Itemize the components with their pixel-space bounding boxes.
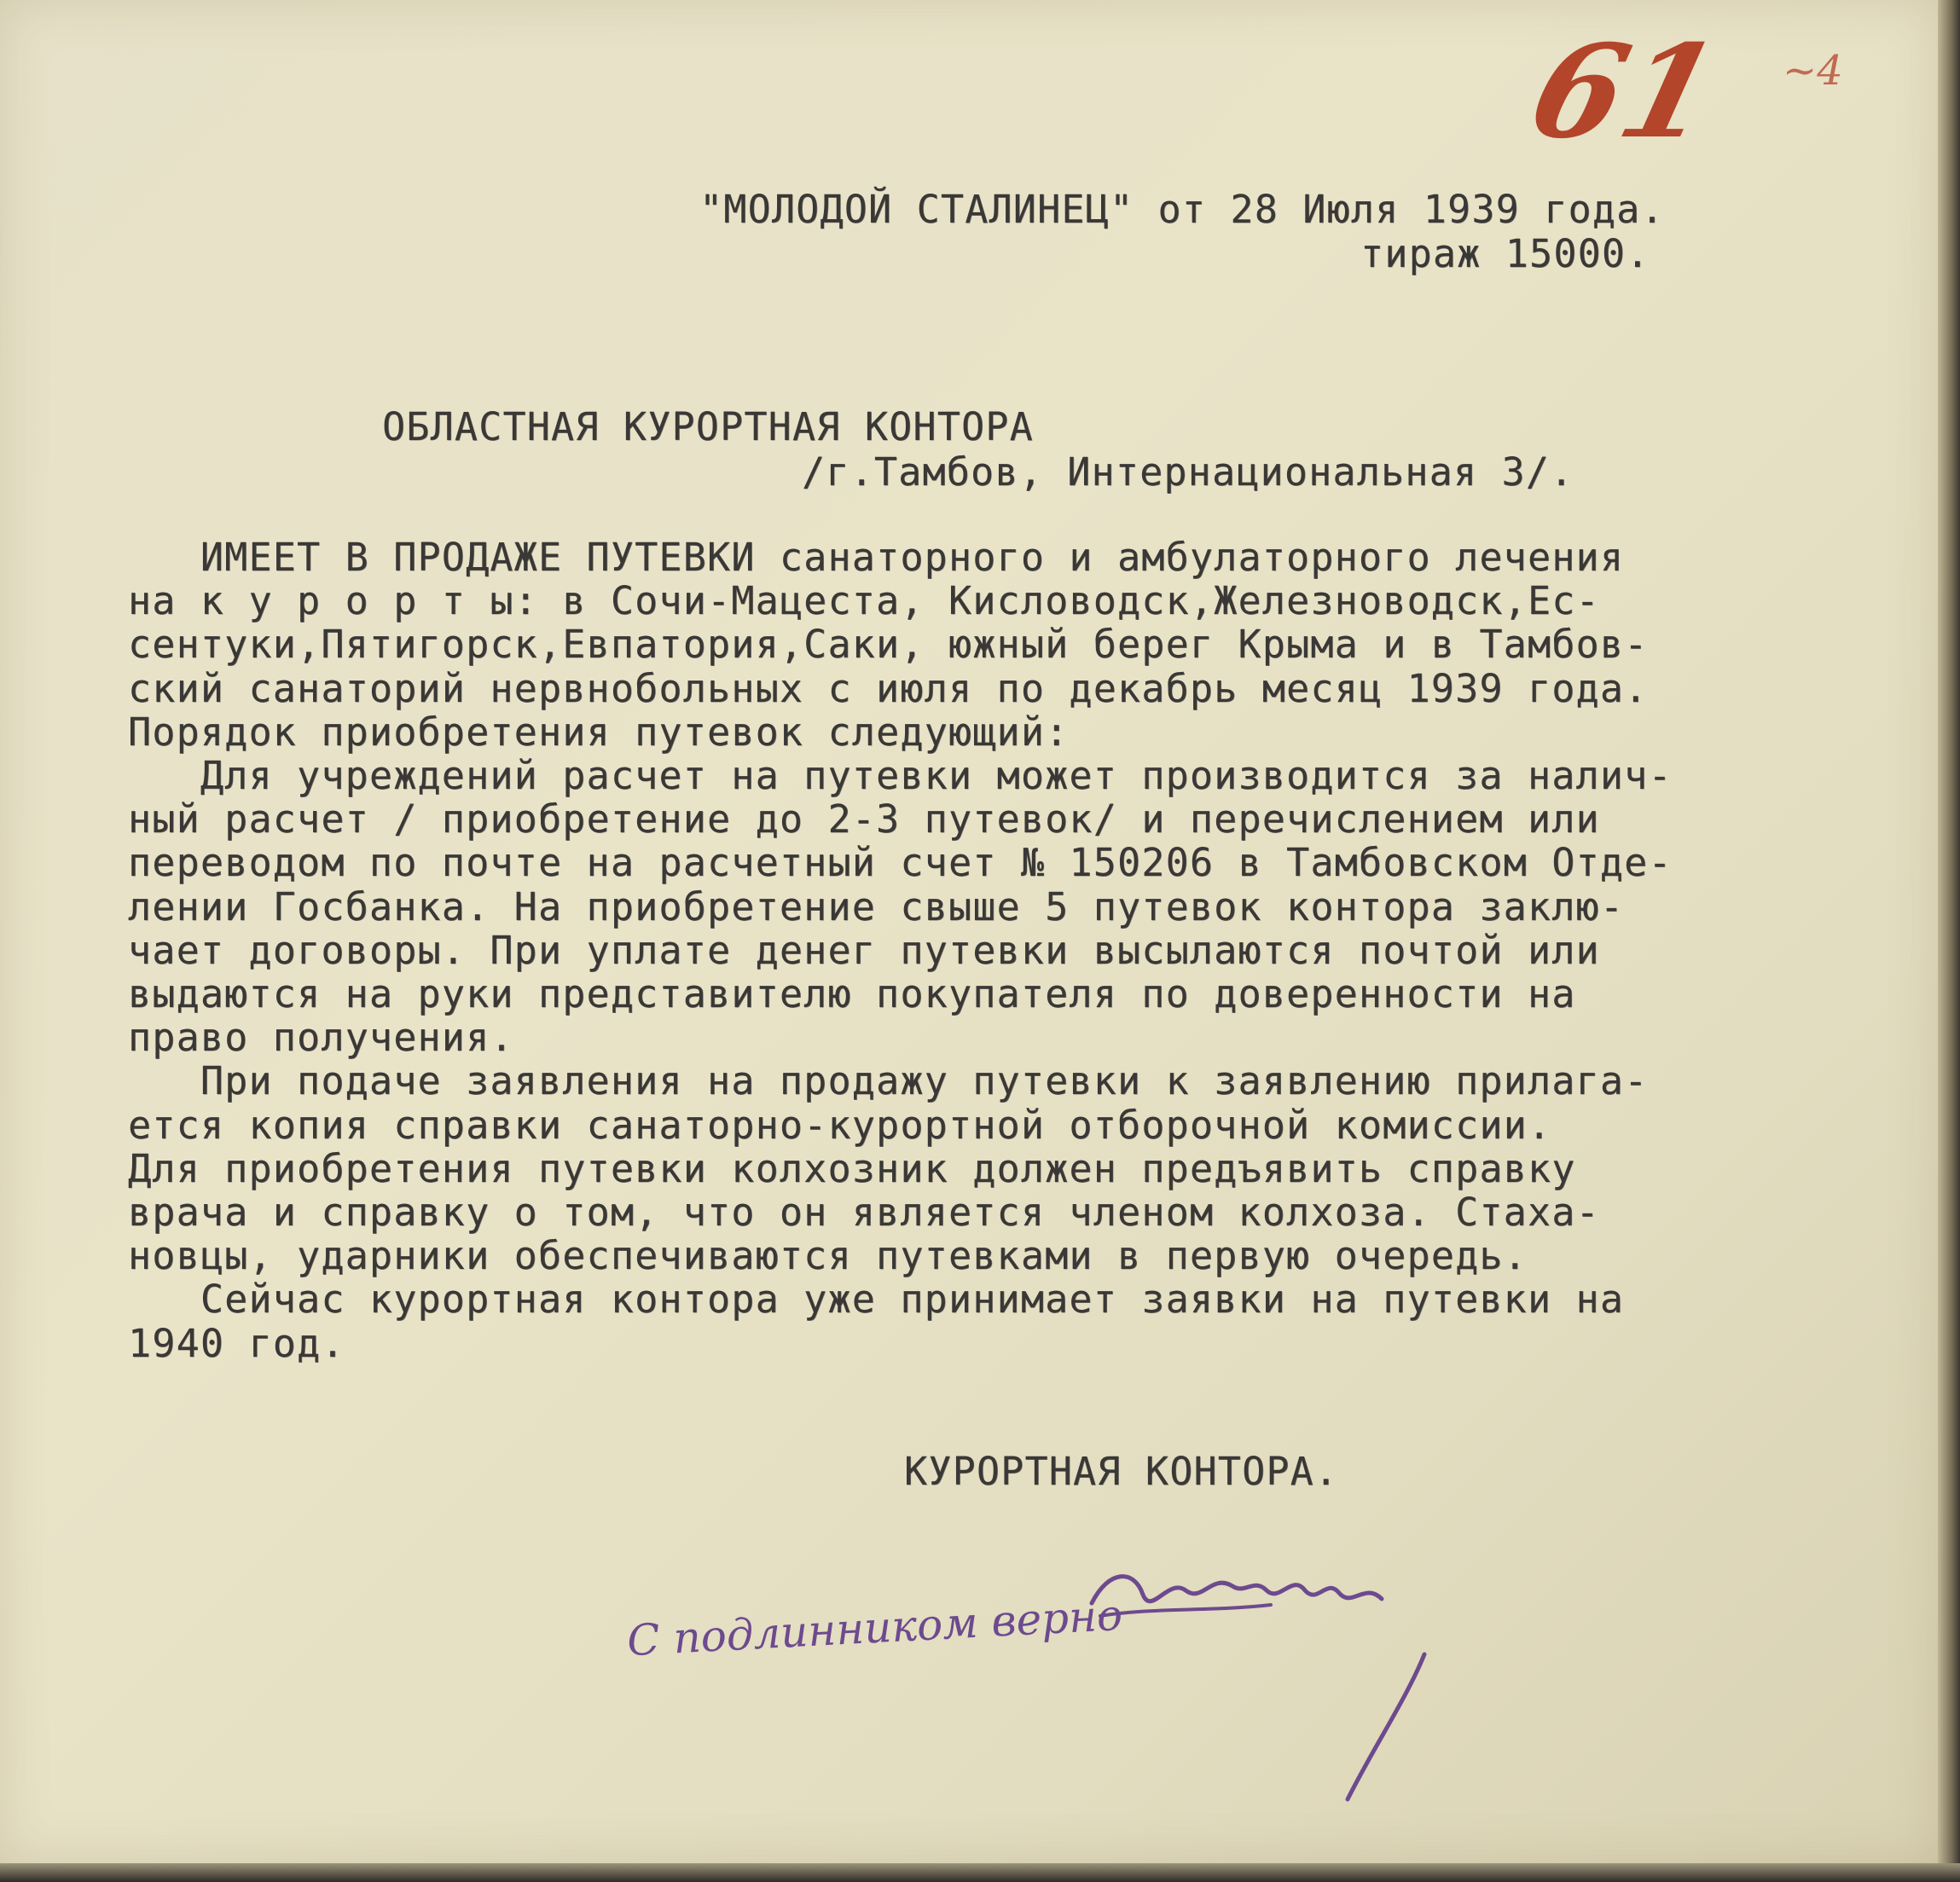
body-line: сентуки,Пятигорск,Евпатория,Саки, южный берег Крыма и в Тамбов- [128,622,1649,668]
body-line: врача и справку о том, что он является членом колхоза. Стаха- [128,1190,1600,1235]
body-line: на к у р о р т ы: в Сочи-Мацеста, Кисловодск,Железноводск,Ес- [128,578,1600,624]
certification-note-visible: С подлинником верно [625,1590,1124,1666]
office-title: ОБЛАСТНАЯ КУРОРТНАЯ КОНТОРА [382,404,1034,449]
signature-block: КУРОРТНАЯ КОНТОРА. [904,1449,1339,1494]
body-line: 1940 год. [128,1320,345,1366]
body-line: ИМЕЕТ В ПРОДАЖЕ ПУТЕВКИ санаторного и амбулаторного лечения [128,535,1625,580]
body-line: Порядок приобретения путевок следующий: [128,709,1070,755]
body-line: новцы, ударники обеспечиваются путевками в первую очередь. [128,1233,1528,1279]
body-line: переводом по почте на расчетный счет № 150206 в Тамбовском Отде- [128,840,1673,886]
handwritten-signature [1083,1552,1476,1808]
body-line: лении Госбанка. На приобретение свыше 5 путевок контора заклю- [128,883,1625,929]
archive-sub-mark: ~4 [1783,47,1843,95]
body-line: При подаче заявления на продажу путевки к заявлению прилага- [128,1058,1649,1104]
body-line: чает договоры. При уплате денег путевки высылаются почтой или [128,927,1600,973]
archive-sheet-number: 61 [1516,17,1732,167]
body-line: Сейчас курортная контора уже принимает заявки на путевки на [128,1277,1625,1323]
page-edge-right [1938,0,1960,1882]
body-line: ется копия справки санаторно-курортной отборочной комиссии. [128,1102,1552,1148]
newspaper-header: "МОЛОДОЙ СТАЛИНЕЦ" от 28 Июля 1939 года. [699,187,1665,232]
circulation-line: тираж 15000. [1360,231,1650,276]
body-line: право получения. [128,1015,514,1061]
body-line: ный расчет / приобретение до 2-3 путевок/ и перечислением или [128,796,1600,843]
body-line: Для приобретения путевки колхозник должен предъявить справку [128,1145,1576,1191]
body-line: выдаются на руки представителю покупателя по доверенности на [128,971,1576,1016]
body-line: Для учреждений расчет на путевки может производится за налич- [128,753,1673,798]
office-address: /г.Тамбов, Интернациональная 3/. [802,449,1574,495]
page-edge-bottom [0,1863,1960,1882]
body-line: ский санаторий нервнобольных с июля по декабрь месяц 1939 года. [128,665,1649,711]
